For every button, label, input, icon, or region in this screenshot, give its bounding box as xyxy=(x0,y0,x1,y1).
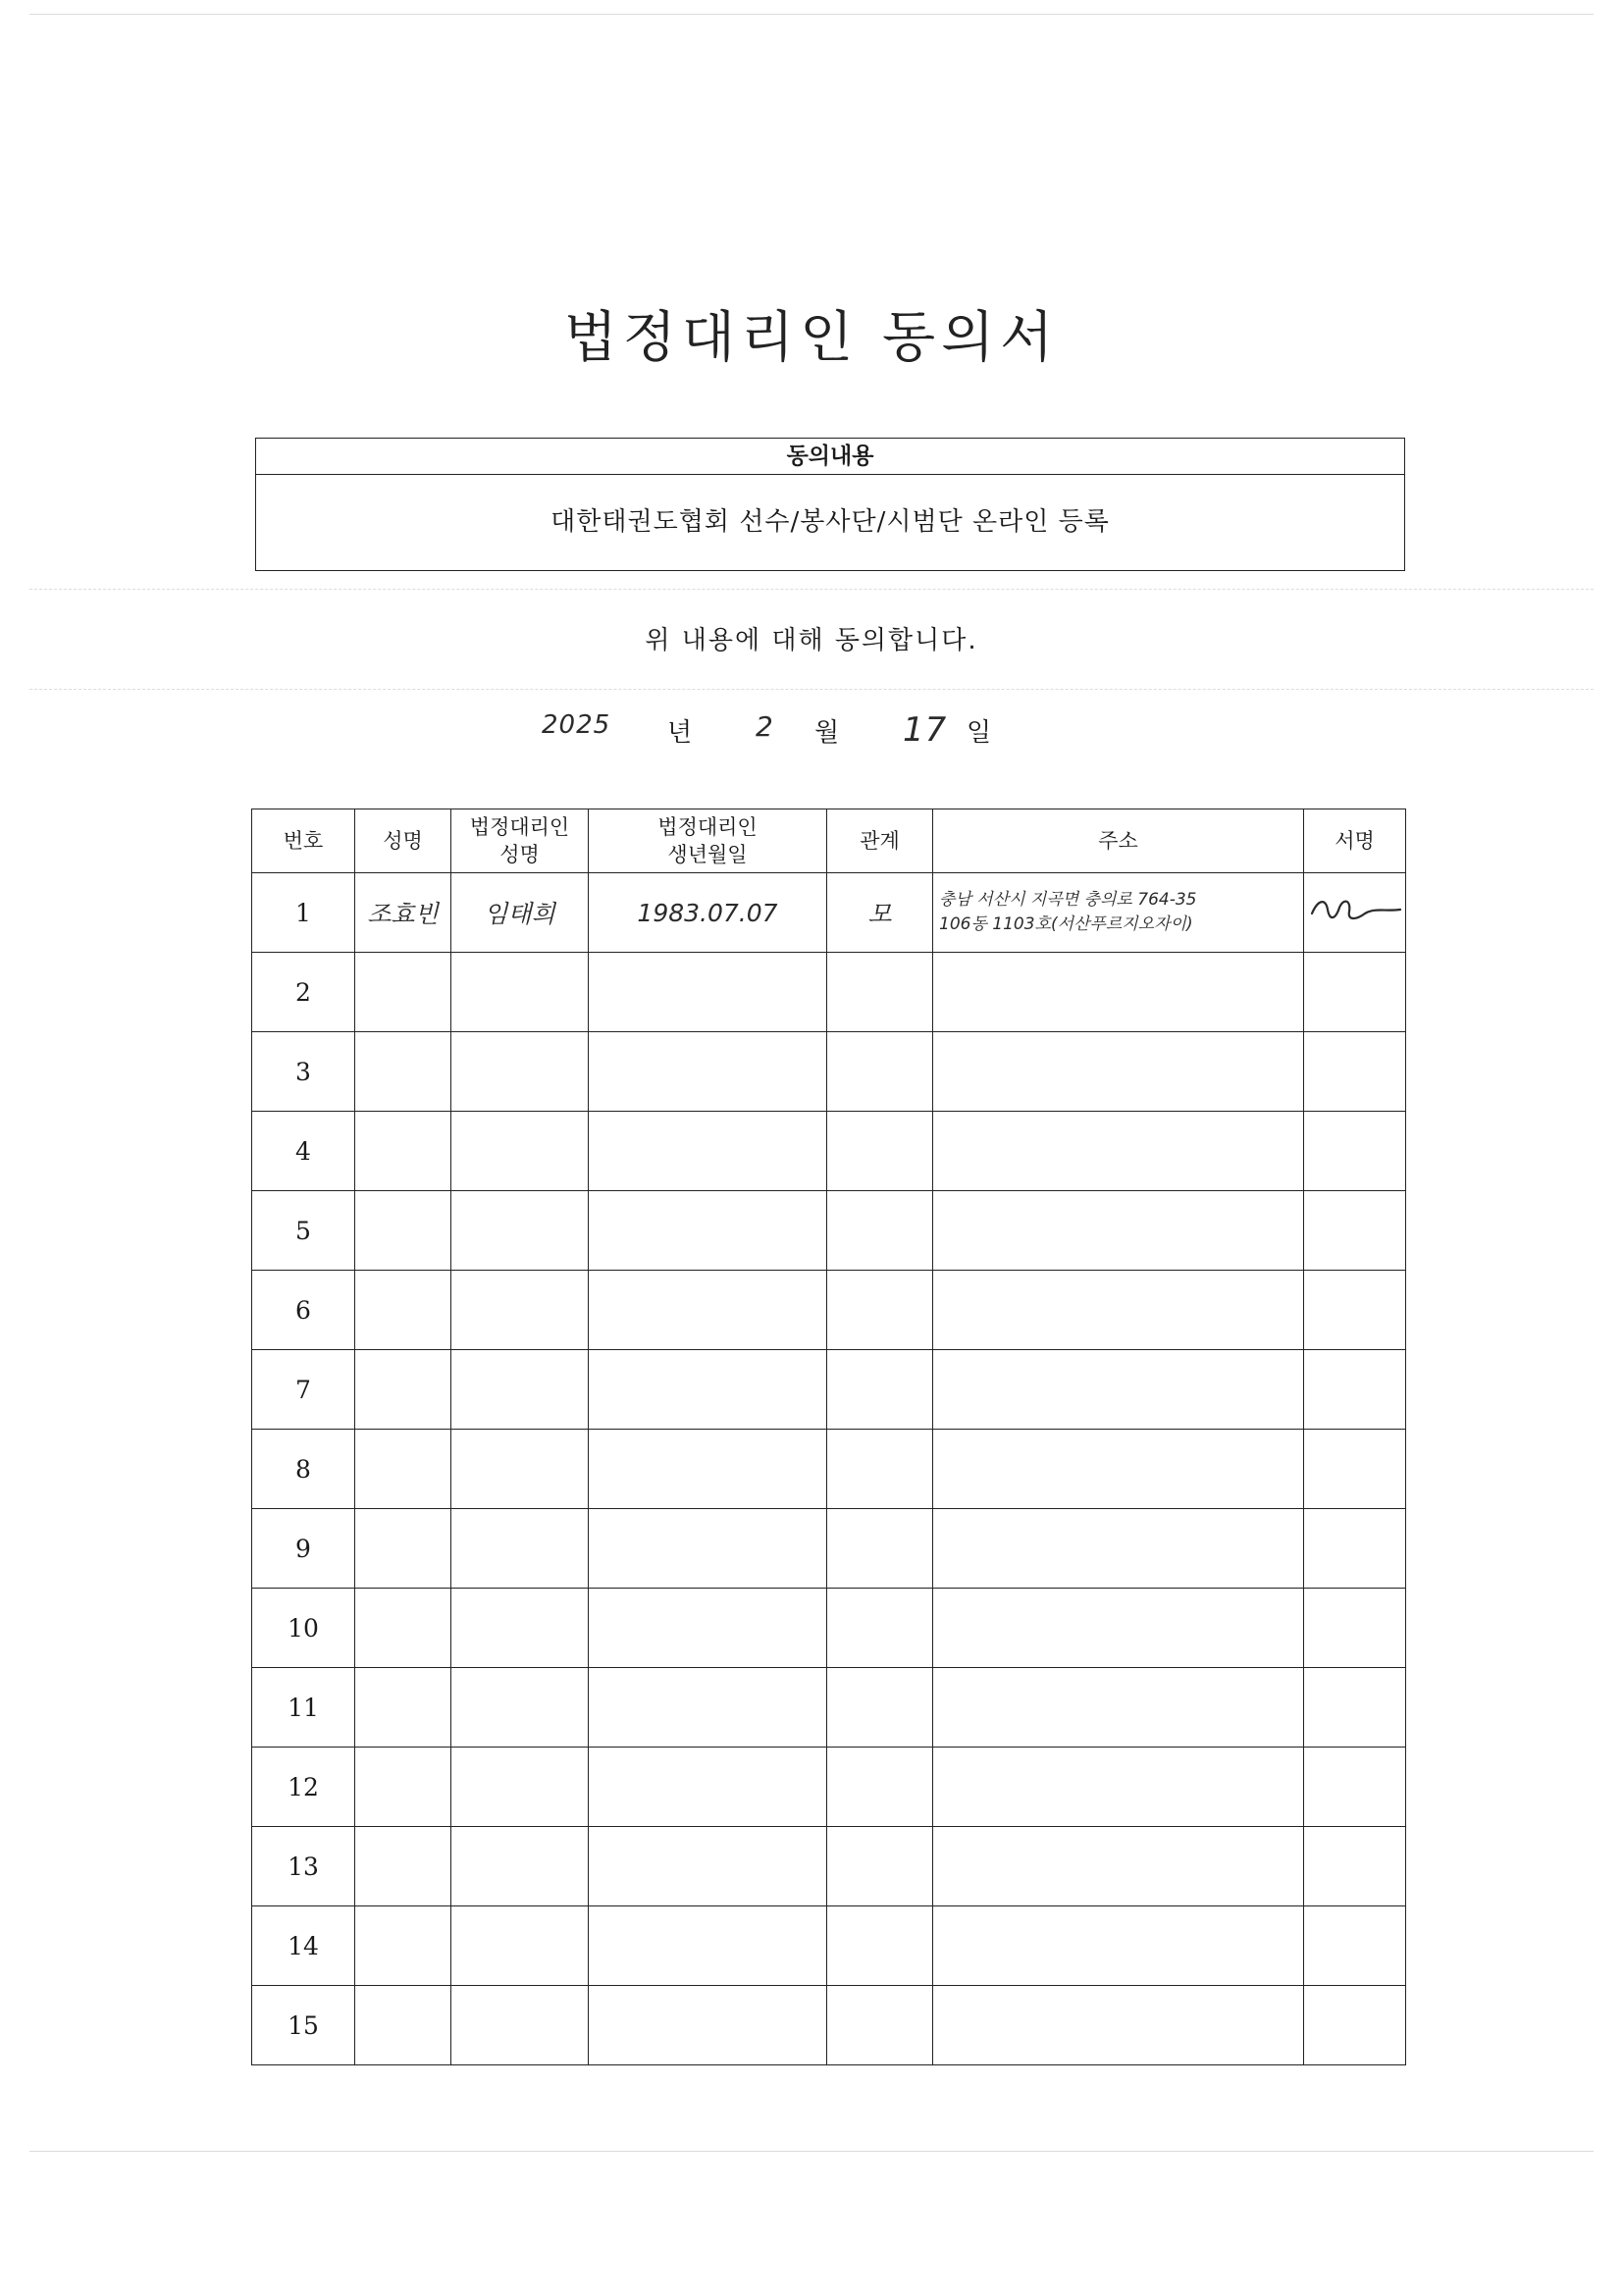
row-no: 3 xyxy=(252,1032,355,1112)
consent-box xyxy=(255,438,1405,571)
row-address-line2: 106동 1103호(서산푸르지오자이) xyxy=(939,914,1193,934)
date-day-value: 17 xyxy=(903,710,948,750)
table-row xyxy=(252,1509,1406,1589)
header-relation: 관계 xyxy=(827,809,933,873)
table-header-row xyxy=(252,809,1406,873)
row-no: 10 xyxy=(252,1589,355,1668)
table-row xyxy=(252,1906,1406,1986)
row-no: 14 xyxy=(252,1906,355,1986)
date-month-value: 2 xyxy=(756,710,774,743)
consent-header: 동의내용 xyxy=(256,439,1404,475)
date-year-unit: 년 xyxy=(667,718,693,748)
date-row xyxy=(530,706,1119,765)
table-row xyxy=(252,1827,1406,1906)
header-guardian-name-line2: 성명 xyxy=(499,843,540,866)
handwritten-signature xyxy=(1306,890,1404,929)
table-row xyxy=(252,873,1406,953)
table-row xyxy=(252,1986,1406,2065)
table-row xyxy=(252,1668,1406,1748)
row-no: 1 xyxy=(252,873,355,953)
header-guardian-name-line1: 법정대리인 xyxy=(469,814,570,839)
header-guardian-name xyxy=(451,809,589,873)
row-no: 7 xyxy=(252,1350,355,1430)
registration-table xyxy=(251,809,1406,2065)
header-guardian-birth-line2: 생년월일 xyxy=(667,843,748,866)
scan-artifact-line xyxy=(29,589,1594,590)
scan-edge-top xyxy=(29,14,1594,15)
row-no: 6 xyxy=(252,1271,355,1350)
table-row xyxy=(252,953,1406,1032)
row-name: 조효빈 xyxy=(355,873,451,953)
table-row xyxy=(252,1350,1406,1430)
date-month-unit: 월 xyxy=(814,718,840,748)
table-row xyxy=(252,1430,1406,1509)
row-no: 2 xyxy=(252,953,355,1032)
header-no: 번호 xyxy=(252,809,355,873)
row-no: 8 xyxy=(252,1430,355,1509)
header-guardian-birth-line1: 법정대리인 xyxy=(657,814,758,839)
scan-edge-bottom xyxy=(29,2151,1594,2152)
table-row xyxy=(252,1191,1406,1271)
row-address-line1: 충남 서산시 지곡면 충의로 764-35 xyxy=(939,890,1197,911)
row-no: 4 xyxy=(252,1112,355,1191)
row-no: 15 xyxy=(252,1986,355,2065)
header-name: 성명 xyxy=(355,809,451,873)
row-no: 12 xyxy=(252,1748,355,1827)
page-title: 법정대리인 동의서 xyxy=(563,306,1060,370)
table-row xyxy=(252,1748,1406,1827)
table-row xyxy=(252,1112,1406,1191)
row-address xyxy=(933,873,1304,953)
row-no: 5 xyxy=(252,1191,355,1271)
date-day-unit: 일 xyxy=(967,718,992,748)
row-no: 11 xyxy=(252,1668,355,1748)
table-row xyxy=(252,1271,1406,1350)
row-relation: 모 xyxy=(827,873,933,953)
row-no: 9 xyxy=(252,1509,355,1589)
row-signature xyxy=(1304,873,1406,953)
row-guardian-name: 임태희 xyxy=(451,873,589,953)
date-year-value: 2025 xyxy=(542,710,611,740)
table-row xyxy=(252,1589,1406,1668)
scan-artifact-line xyxy=(29,689,1594,690)
row-guardian-birth: 1983.07.07 xyxy=(589,873,827,953)
header-guardian-birth xyxy=(589,809,827,873)
row-no: 13 xyxy=(252,1827,355,1906)
agree-statement: 위 내용에 대해 동의합니다. xyxy=(645,626,978,655)
header-address: 주소 xyxy=(933,809,1304,873)
table-row xyxy=(252,1032,1406,1112)
consent-content: 대한태권도협회 선수/봉사단/시범단 온라인 등록 xyxy=(550,507,1110,537)
header-signature: 서명 xyxy=(1304,809,1406,873)
